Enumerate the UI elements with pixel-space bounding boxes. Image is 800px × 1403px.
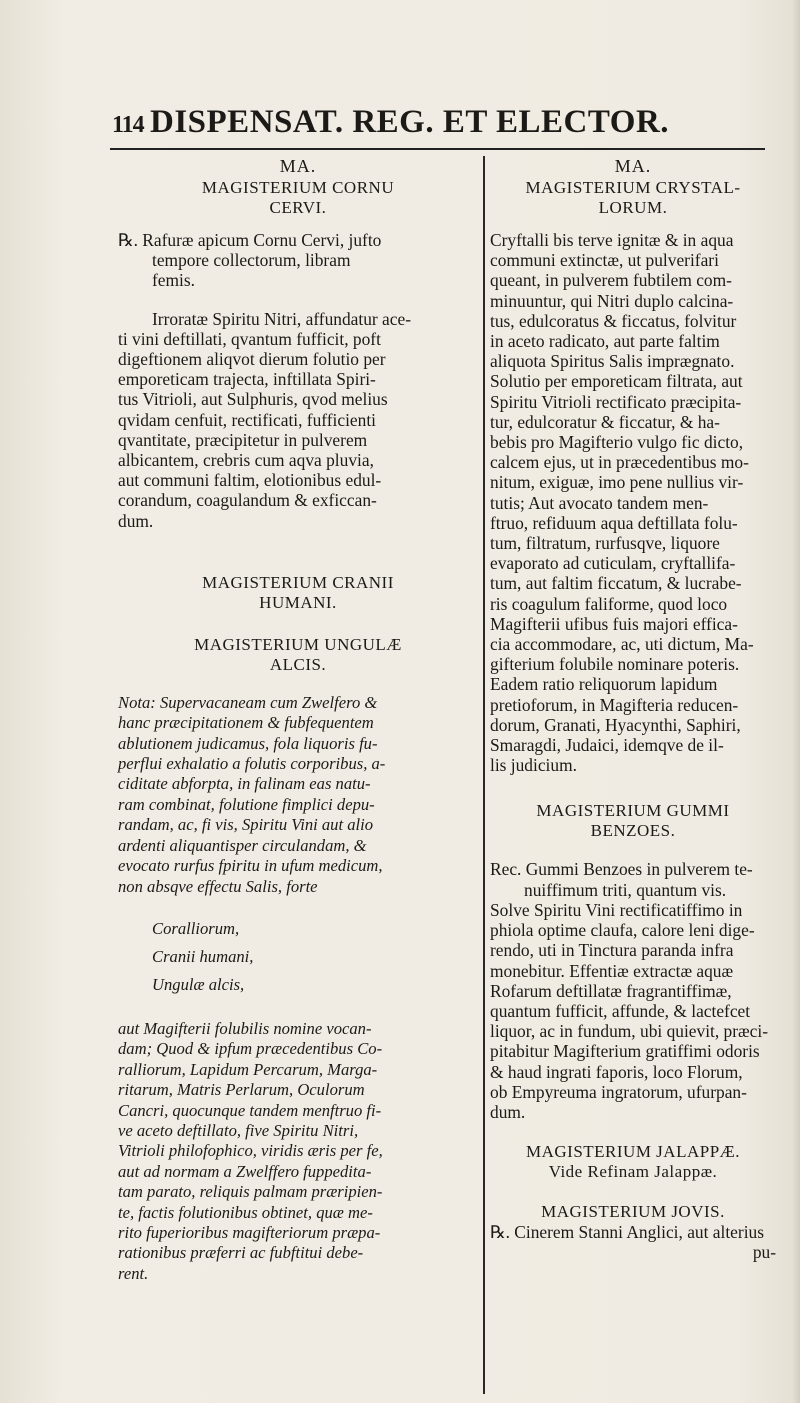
catchword: pu- xyxy=(752,1242,776,1263)
nota-paragraph xyxy=(118,693,478,897)
text-line: ve aceto deftillato, five Spiritu Nitri, xyxy=(118,1120,359,1140)
text-line: gifterium folubile nominare poteris. xyxy=(490,654,740,675)
text-line: ritarum, Matris Perlarum, Oculorum xyxy=(118,1080,365,1100)
text-line: tur, edulcoratur & ficcatur, & ha- xyxy=(490,411,720,432)
section-title: LORUM. xyxy=(598,198,668,217)
text-line: randam, ac, fi vis, Spiritu Vini aut alio xyxy=(118,815,374,835)
page-header xyxy=(112,104,762,148)
text-line: Solve Spiritu Vini rectificatiffimo in xyxy=(490,899,743,920)
text-line: rito fuperioribus magifteriorum præpa- xyxy=(118,1222,381,1242)
text-line: tam parato, reliquis palmam præripien- xyxy=(118,1182,383,1202)
text-line: emporeticam trajecta, inftillata Spiri- xyxy=(118,369,376,390)
text-line: Spiritu Vitrioli rectificato præcipita- xyxy=(490,391,742,412)
text-line: nitum, exiguæ, imo pene nullius vir- xyxy=(490,472,744,493)
text-line: Solutio per emporeticam filtrata, aut xyxy=(490,371,743,392)
text-line: ℞. Rafuræ apicum Cornu Cervi, jufto xyxy=(118,230,382,250)
section-title: ALCIS. xyxy=(269,654,327,674)
text-line: non absqve effectu Salis, forte xyxy=(118,876,318,896)
text-line: albicantem, crebris cum aqva pluvia, xyxy=(118,450,374,471)
list-item: Ungulæ alcis, xyxy=(152,974,245,994)
text-line: Magifterii ufibus fuis majori effica- xyxy=(490,613,738,634)
text-line: qvidam cenfuit, rectificati, fufficienti xyxy=(118,409,377,430)
page-edge-shadow xyxy=(792,0,800,1403)
text-line: in aceto radicato, aut parte faltim xyxy=(490,331,720,352)
text-line: bebis pro Magifterio vulgo fic dicto, xyxy=(490,432,744,453)
text-line: tus Vitrioli, aut Sulphuris, qvod melius xyxy=(118,389,388,410)
text-line: tempore collectorum, libram xyxy=(152,250,351,271)
text-line: communi extinctæ, ut pulverifari xyxy=(490,250,719,271)
text-line: evocato rurfus fpiritu in ufum medicum, xyxy=(118,856,383,876)
text-line: dum. xyxy=(118,510,154,531)
text-line: aut ad normam a Zwelffero fuppedita- xyxy=(118,1161,372,1181)
recipe-paragraph xyxy=(490,859,776,1122)
text-line: pitabitur Magifterium gratiffimi odoris xyxy=(490,1041,760,1062)
text-line: corandum, coagulandum & exficcan- xyxy=(118,490,377,511)
right-column xyxy=(490,154,776,1263)
text-line: digeftionem aliqvot dierum folutio per xyxy=(118,349,386,370)
text-line: monebitur. Effentiæ extractæ aquæ xyxy=(490,960,734,981)
text-line: Rec. Gummi Benzoes in pulverem te- xyxy=(490,859,753,880)
text-line: Vitrioli philofophico, viridis æris per fe, xyxy=(118,1141,383,1161)
text-line: minuuntur, qui Nitri duplo calcina- xyxy=(490,290,734,311)
text-line: Rofarum deftillatæ fragrantiffimæ, xyxy=(490,980,732,1001)
text-line: ciditate abforpta, in falinam eas natu- xyxy=(118,774,371,794)
section-title: MAGISTERIUM JALAPPÆ. xyxy=(525,1142,741,1162)
ingredient-list xyxy=(118,915,478,999)
list-item: Coralliorum, xyxy=(152,918,240,938)
text-line: & haud ingrati faporis, loco Florum, xyxy=(490,1061,743,1082)
text-line: phiola optime claufa, calore leni dige- xyxy=(490,920,755,941)
list-item: Cranii humani, xyxy=(152,946,254,966)
left-column xyxy=(118,154,478,1284)
column-divider xyxy=(483,156,485,1394)
text-line: aut communi faltim, elotionibus edul- xyxy=(118,470,382,491)
text-line: Irroratæ Spiritu Nitri, affundatur ace- xyxy=(152,308,411,329)
text-line: perflui exhalatio a folutis corporibus, a- xyxy=(118,754,386,774)
text-line: Cancri, quocunque tandem menftruo fi- xyxy=(118,1100,382,1120)
text-line: ob Empyreuma ingratorum, ufurpan- xyxy=(490,1081,747,1102)
text-line: ftruo, refiduum aqua deftillata folu- xyxy=(490,512,738,533)
text-line: hanc præcipitationem & fubfequentem xyxy=(118,713,374,733)
text-line: dam; Quod & ipfum præcedentibus Co- xyxy=(118,1039,383,1059)
text-line: nuiffimum triti, quantum vis. xyxy=(524,879,727,900)
text-line: Cryftalli bis terve ignitæ & in aqua xyxy=(490,230,734,250)
text-line: rationibus præferri ac fubftitui debe- xyxy=(118,1243,364,1263)
section-title: BENZOES. xyxy=(590,821,676,841)
text-line: liquor, ac in fundum, ubi quievit, præci- xyxy=(490,1021,768,1042)
text-line: aliquota Spiritus Salis imprægnato. xyxy=(490,351,735,372)
text-line: cia accommodare, ac, uti dictum, Ma- xyxy=(490,634,754,655)
text-line: ris coagulum faliforme, quod loco xyxy=(490,593,728,614)
section-title: MAGISTERIUM UNGULÆ xyxy=(194,634,402,654)
text-line: tum, filtratum, rurfusqve, liquore xyxy=(490,533,720,554)
cross-reference: Vide Refinam Jalappæ. xyxy=(548,1162,718,1182)
conclusion-paragraph xyxy=(118,1019,478,1284)
text-line: dum. xyxy=(490,1101,526,1122)
text-line: ardenti aliquantisper circulandam, & xyxy=(118,835,367,855)
text-line: Nota: Supervacaneam cum Zwelfero & xyxy=(118,692,378,712)
text-line: ralliorum, Lapidum Percarum, Marga- xyxy=(118,1059,378,1079)
header-rule xyxy=(110,148,765,150)
text-line: ram combinat, folutione fimplici depu- xyxy=(118,794,375,814)
text-line: Smaragdi, Judaici, idemqve de il- xyxy=(490,735,724,756)
text-line: ablutionem judicamus, fola liquoris fu- xyxy=(118,733,378,753)
section-title: CERVI. xyxy=(269,198,327,217)
section-title: MAGISTERIUM JOVIS. xyxy=(541,1202,725,1222)
text-line: queant, in pulverem fubtilem com- xyxy=(490,270,732,291)
running-title: DISPENSAT. REG. ET ELECTOR. xyxy=(150,104,670,140)
text-line: dorum, Granati, Hyacynthi, Saphiri, xyxy=(490,714,741,735)
text-line: quantum fufficit, affunde, & lactefcet xyxy=(490,1000,751,1021)
section-title: MAGISTERIUM CRANII xyxy=(202,572,394,592)
page-number: 114 xyxy=(112,112,144,138)
text-line: tus, edulcoratus & ficcatus, folvitur xyxy=(490,310,737,331)
text-line: evaporato ad cuticulam, cryftallifa- xyxy=(490,553,736,574)
text-line: calcem ejus, ut in præcedentibus mo- xyxy=(490,452,749,473)
section-marker: MA. xyxy=(279,156,317,176)
section-title: MAGISTERIUM CRYSTAL- xyxy=(525,178,741,197)
instruction-paragraph xyxy=(490,230,776,775)
text-line: tum, aut faltim ficcatum, & lucrabe- xyxy=(490,573,742,594)
text-line: tutis; Aut avocato tandem men- xyxy=(490,492,709,513)
text-line: qvantitate, præcipitetur in pulverem xyxy=(118,429,368,450)
section-title: HUMANI. xyxy=(259,592,337,612)
text-line: lis judicium. xyxy=(490,755,577,776)
text-line: pretioforum, in Magifteria reducen- xyxy=(490,694,739,715)
text-line: Eadem ratio reliquorum lapidum xyxy=(490,674,718,695)
text-line: ℞. Cinerem Stanni Anglici, aut alterius xyxy=(490,1222,764,1243)
text-line: aut Magifterii folubilis nomine vocan- xyxy=(118,1018,372,1038)
section-title: MAGISTERIUM GUMMI xyxy=(536,801,730,821)
text-line: te, factis folutionibus obtinet, quæ me- xyxy=(118,1202,373,1222)
text-line: rent. xyxy=(118,1263,149,1283)
section-title: MAGISTERIUM CORNU xyxy=(201,178,395,197)
section-marker: MA. xyxy=(614,156,652,176)
text-line: femis. xyxy=(152,270,195,291)
text-line: rendo, uti in Tinctura paranda infra xyxy=(490,940,734,961)
text-line: ti vini deftillati, qvantum fufficit, poft xyxy=(118,328,381,349)
instruction-paragraph xyxy=(118,309,478,531)
recipe-paragraph xyxy=(118,230,478,291)
